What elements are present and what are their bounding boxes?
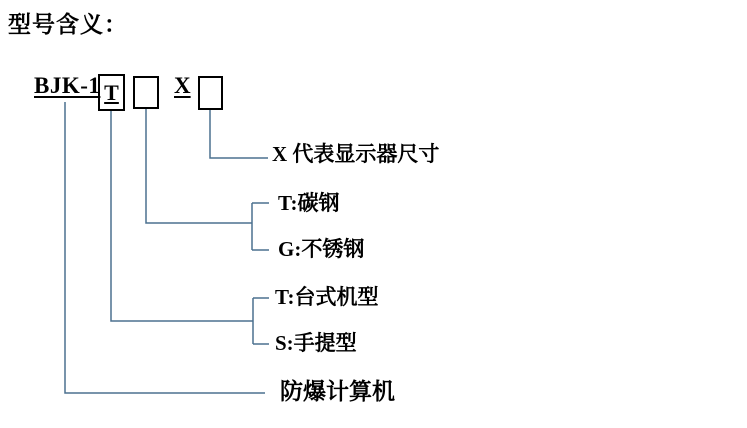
model-display-code-box bbox=[198, 76, 223, 110]
label-material-carbon-steel: T:碳钢 bbox=[278, 191, 340, 215]
model-prefix: BJK-1 bbox=[34, 73, 101, 98]
label-type-desktop: T:台式机型 bbox=[275, 285, 379, 309]
connector-product-line bbox=[65, 102, 265, 393]
connector-type-line bbox=[111, 110, 269, 344]
model-material-code-box bbox=[133, 76, 159, 109]
label-type-portable: S:手提型 bbox=[275, 331, 357, 355]
connector-material-line bbox=[146, 109, 269, 250]
model-type-code-box bbox=[98, 74, 125, 111]
model-type-code: T bbox=[104, 79, 119, 105]
label-product-name: 防爆计算机 bbox=[280, 379, 395, 404]
connector-display-line bbox=[210, 110, 268, 158]
model-display-prefix: X bbox=[174, 73, 191, 98]
page-title: 型号含义： bbox=[8, 12, 128, 37]
label-material-stainless-steel: G:不锈钢 bbox=[278, 237, 365, 261]
label-display-size: X 代表显示器尺寸 bbox=[272, 142, 440, 166]
